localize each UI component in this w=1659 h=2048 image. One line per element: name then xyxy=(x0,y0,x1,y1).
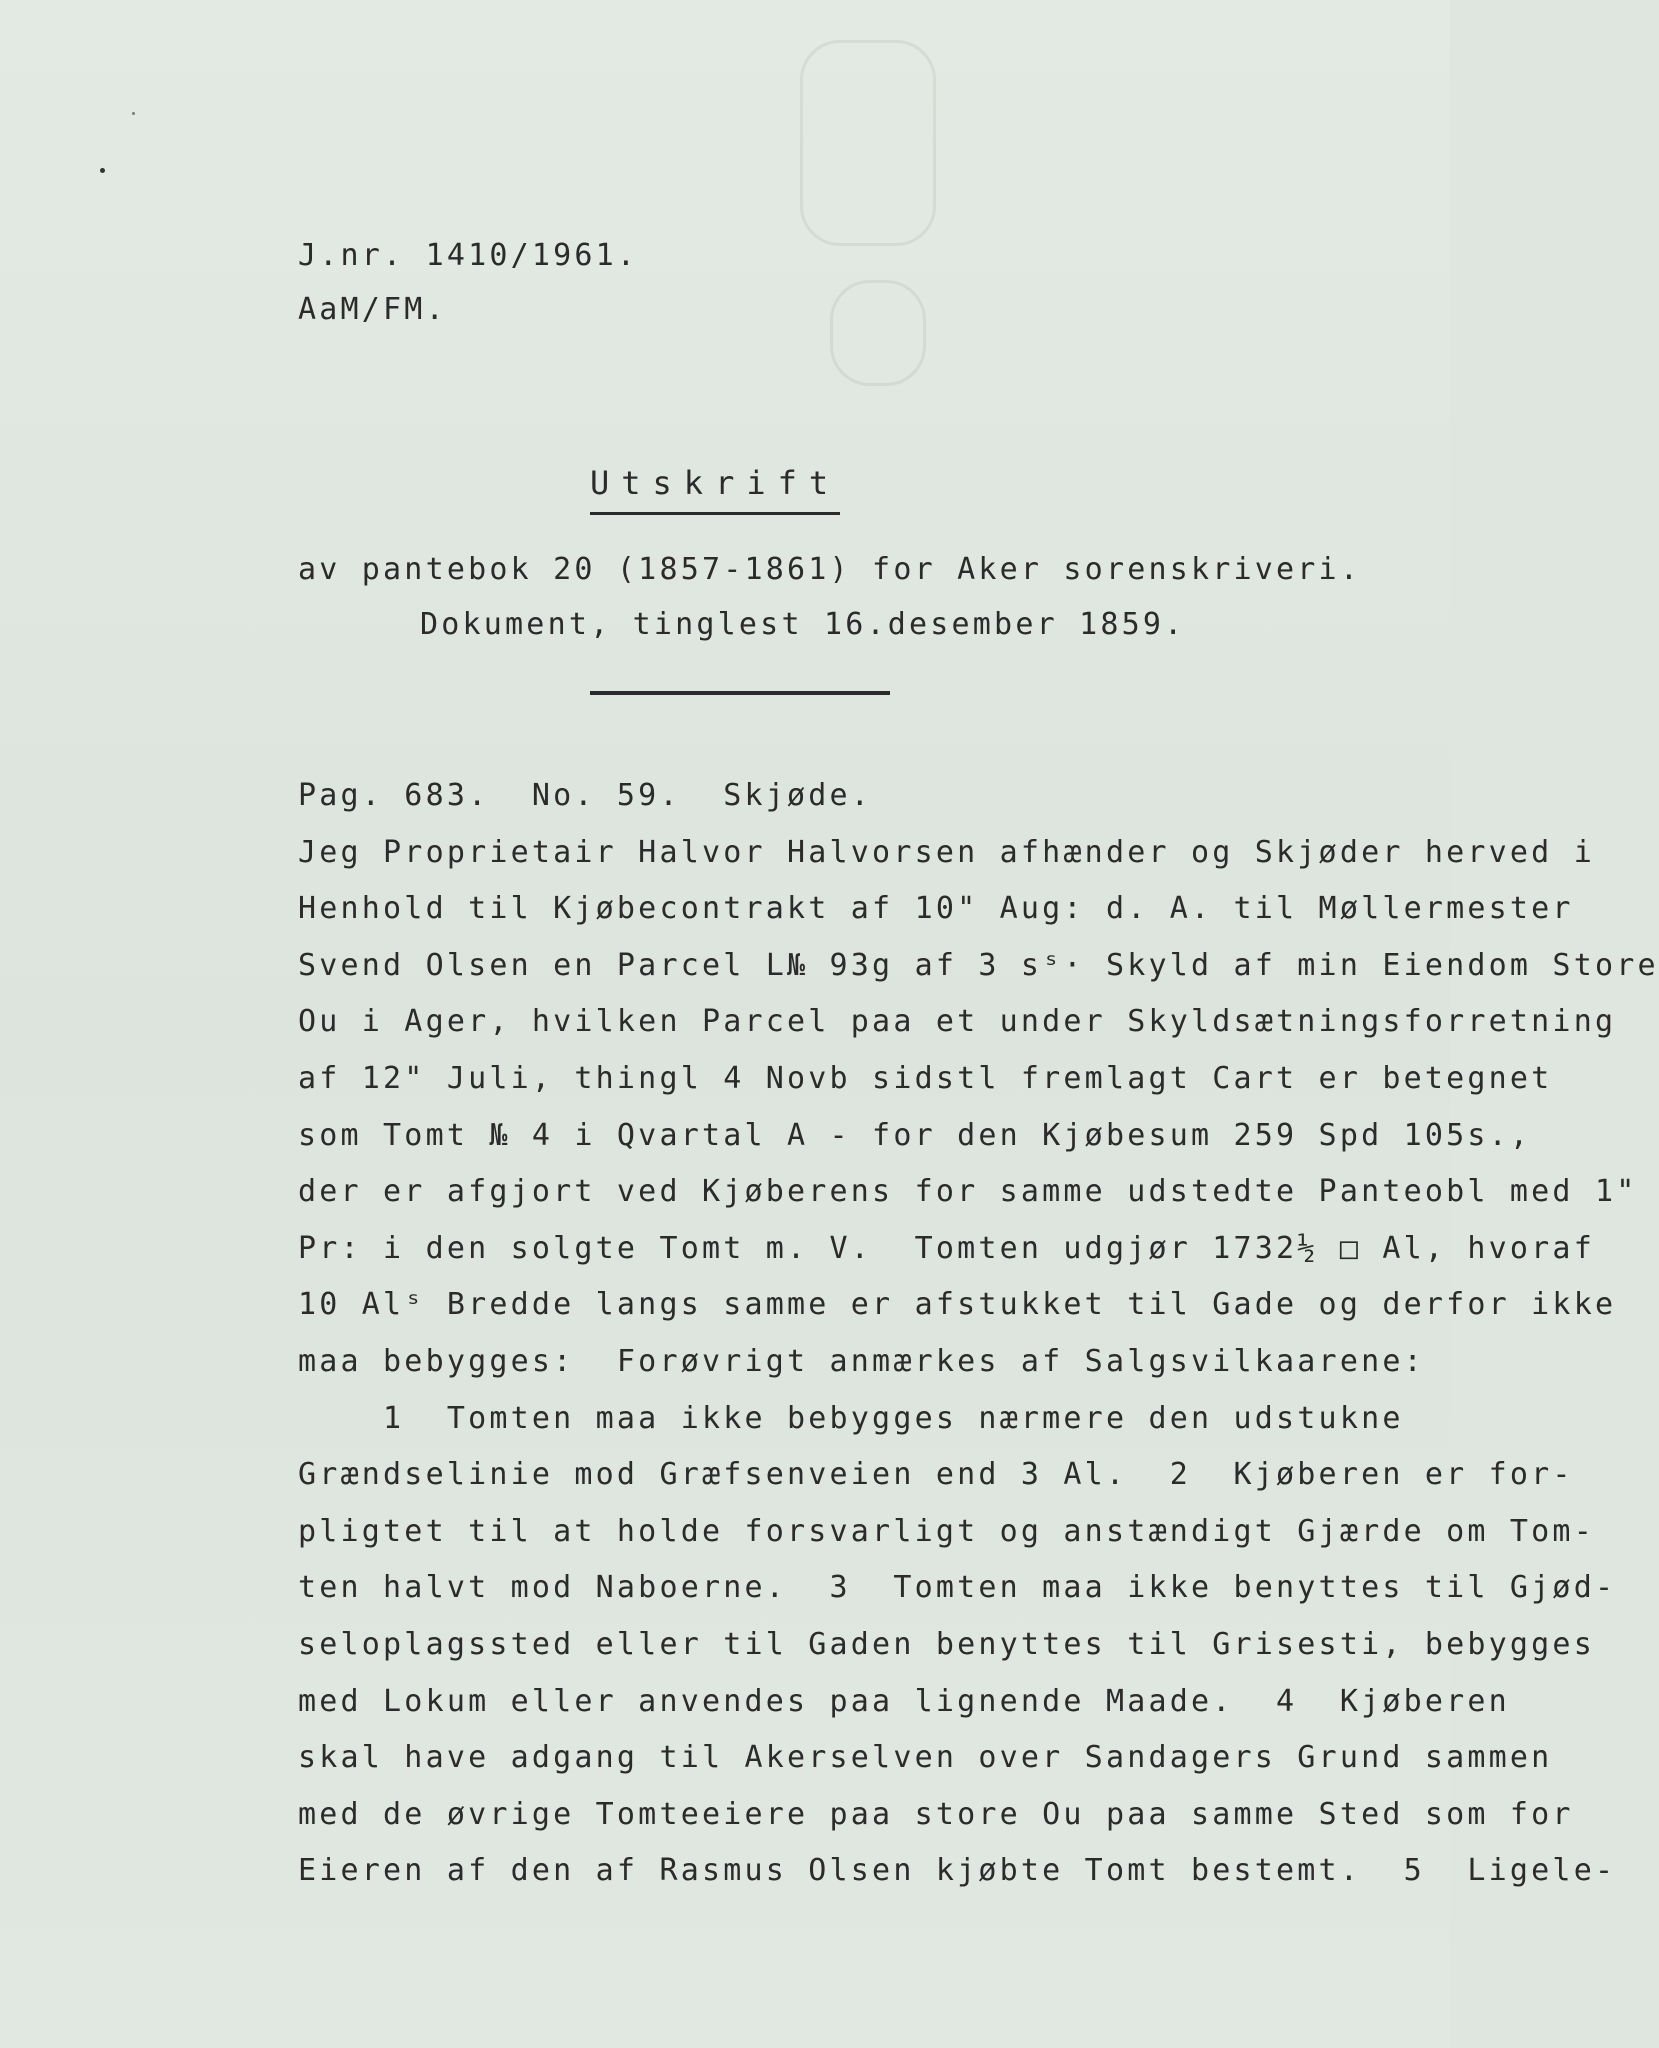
body-line: ten halvt mod Naboerne. 3 Tomten maa ikke benyttes til Gjød- xyxy=(298,1570,1617,1606)
document-title: Utskrift xyxy=(590,464,840,515)
body-line: seloplagssted eller til Gaden benyttes til Grisesti, bebygges xyxy=(298,1627,1595,1662)
body-line: pligtet til at holde forsvarligt og anstændigt Gjærde om Tom- xyxy=(298,1513,1595,1549)
body-line: maa bebygges: Forøvrigt anmærkes af Salgsvilkaarene: xyxy=(298,1344,1425,1379)
body-line: Henhold til Kjøbecontrakt af 10" Aug: d. A. til Møllermester xyxy=(298,891,1574,927)
body-line: Pag. 683. No. 59. Skjøde. xyxy=(298,778,873,813)
body-line: som Tomt № 4 i Qvartal A - for den Kjøbesum 259 Spd 105s., xyxy=(298,1117,1532,1153)
initials: AaM/FM. xyxy=(298,292,447,327)
journal-number: J.nr. 1410/1961. xyxy=(298,238,639,273)
body-line: Jeg Proprietair Halvor Halvorsen afhænder og Skjøder herved i xyxy=(298,834,1595,870)
divider-rule xyxy=(590,691,890,695)
hole-mark xyxy=(132,112,135,115)
body-line: Svend Olsen en Parcel L№ 93g af 3 sˢ· Skyld af min Eiendom Store xyxy=(298,947,1659,983)
subtitle-date: Dokument, tinglest 16.desember 1859. xyxy=(420,607,1186,642)
subtitle-source: av pantebok 20 (1857-1861) for Aker sorenskriveri. xyxy=(298,552,1362,587)
body-line: Eieren af den af Rasmus Olsen kjøbte Tomt bestemt. 5 Ligele- xyxy=(298,1853,1617,1889)
body-line: med de øvrige Tomteeiere paa store Ou paa samme Sted som for xyxy=(298,1796,1574,1832)
body-line: Grændselinie mod Græfsenveien end 3 Al. 2 Kjøberen er for- xyxy=(298,1457,1574,1493)
body-line: Ou i Ager, hvilken Parcel paa et under Skyldsætningsforretning xyxy=(298,1004,1617,1040)
body-line: skal have adgang til Akerselven over Sandagers Grund sammen xyxy=(298,1740,1553,1776)
body-line: af 12" Juli, thingl 4 Novb sidstl fremlagt Cart er betegnet xyxy=(298,1061,1553,1096)
body-line: der er afgjort ved Kjøberens for samme udstedte Panteobl med 1" xyxy=(298,1174,1638,1210)
body-line: Pr: i den solgte Tomt m. V. Tomten udgjør 1732½ □ Al, hvoraf xyxy=(298,1230,1595,1266)
stamp-bleedthrough xyxy=(800,40,936,246)
body-line: med Lokum eller anvendes paa lignende Maade. 4 Kjøberen xyxy=(298,1683,1510,1719)
hole-mark xyxy=(100,168,105,173)
stamp-bleedthrough xyxy=(830,280,926,386)
body-line: 10 Alˢ Bredde langs samme er afstukket til Gade og derfor ikke xyxy=(298,1287,1617,1323)
body-line: 1 Tomten maa ikke bebygges nærmere den udstukne xyxy=(298,1400,1404,1436)
